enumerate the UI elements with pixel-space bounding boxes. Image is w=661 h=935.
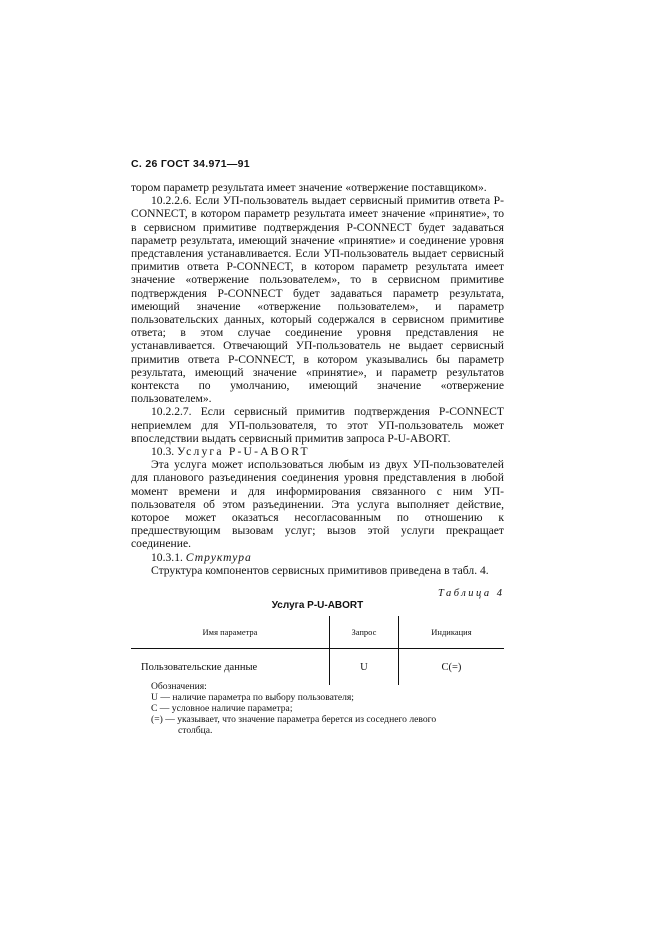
header-request: Запрос bbox=[330, 616, 399, 649]
legend-title: Обозначения: bbox=[151, 681, 207, 692]
table-header-row bbox=[131, 616, 504, 649]
section-title: Услуга P-U-ABORT bbox=[177, 445, 310, 459]
legend-item: U — наличие параметра по выбору пользователя; bbox=[151, 692, 354, 703]
cell-request: U bbox=[330, 649, 399, 686]
table-label: Таблица 4 bbox=[438, 588, 505, 599]
page-header: С. 26 ГОСТ 34.971—91 bbox=[131, 158, 250, 170]
section-10-3-1-heading bbox=[131, 551, 504, 564]
paragraph-10-2-2-6: 10.2.2.6. Если УП-пользователь выдает сервисный примитив ответа P-CONNECT, в котором параметр результата имеет значение «принятие», то в сервисном примитиве подтверждения P-CONNECT будет задаваться параметр результата, имеющий значение «принятие» и соединение уровня представления устанавливается. Если УП-пользователь выдает сервисный примитив ответа P-CONNECT, в котором параметр результата имеет значение «отвержение пользователем», то в сервисном примитиве подтверждения P-CONNECT будет задаваться параметр результата, имеющий значение «отвержение пользователем», и параметр пользовательских данных, который содержался в сервисном примитиве ответа; в этом случае соединение уровня представления не устанавливается. Отвечающий УП-пользователь не выдает сервисный примитив ответа P-CONNECT, в котором указывались бы параметр результата, имеющий значение «принятие», и параметр результатов контекста по умолчанию, имеющий значение «отвержение пользователем». bbox=[131, 194, 504, 406]
cell-param-name: Пользовательские данные bbox=[141, 661, 258, 673]
paragraph-10-3-1: Структура компонентов сервисных примитивов приведена в табл. 4. bbox=[151, 563, 489, 577]
section-number: 10.3. bbox=[151, 445, 175, 459]
subsection-title: Структура bbox=[185, 550, 252, 564]
legend bbox=[151, 681, 511, 736]
header-param-name: Имя параметра bbox=[131, 616, 330, 649]
paragraph-1: тором параметр результата имеет значение «отвержение поставщиком». bbox=[131, 181, 487, 194]
table-row bbox=[131, 649, 504, 686]
legend-item: столбца. bbox=[178, 725, 213, 736]
service-table bbox=[131, 616, 504, 685]
header-indication: Индикация bbox=[398, 616, 504, 649]
table-title: Услуга P-U-ABORT bbox=[271, 600, 364, 611]
paragraph-10-3: Эта услуга может использоваться любым из двух УП-пользователей для планового разъединения соединения уровня представления в любой момент времени и для информирования связанного с ним УП-пользователя об этом разъединении. Эта услуга выполняет действие, которое может оказаться несогласованным по отношению к предшествующим вызовам услуг; вызов этой услуги прекращает соединение. bbox=[131, 458, 504, 551]
paragraph-10-2-2-7: 10.2.2.7. Если сервисный примитив подтверждения P-CONNECT неприемлем для УП-пользователя, то этот УП-пользователь может впоследствии выдать сервисный примитив запроса P-U-ABORT. bbox=[131, 405, 504, 445]
subsection-number: 10.3.1. bbox=[151, 550, 183, 564]
legend-item: C — условное наличие параметра; bbox=[151, 703, 293, 714]
legend-item: (=) — указывает, что значение параметра берется из соседнего левого bbox=[151, 714, 437, 725]
body-text bbox=[131, 181, 504, 577]
section-10-3-heading bbox=[131, 445, 504, 458]
cell-indication: C(=) bbox=[398, 649, 504, 686]
